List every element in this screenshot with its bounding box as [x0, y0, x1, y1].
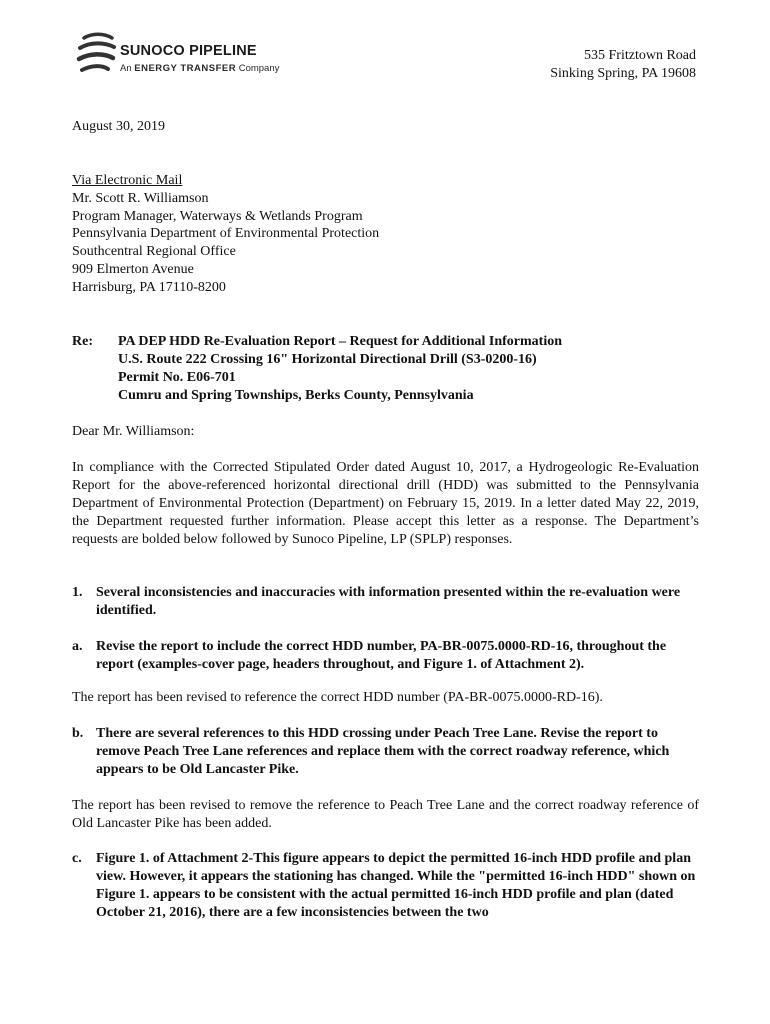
request-item-c — [72, 850, 700, 922]
logo-tagline-prefix: An — [120, 63, 132, 74]
recipient-line: Harrisburg, PA 17110-8200 — [72, 279, 226, 295]
recipient-line: Southcentral Regional Office — [72, 244, 236, 260]
recipient-line: Pennsylvania Department of Environmental Protection — [72, 226, 380, 242]
subject-line: Cumru and Spring Townships, Berks County, Pennsylvania — [118, 388, 474, 403]
subject-line: Permit No. E06-701 — [118, 370, 236, 385]
item-letter: c. — [72, 851, 82, 866]
recipient-line: Mr. Scott R. Williamson — [72, 190, 209, 206]
subject-label: Re: — [72, 334, 93, 349]
logo-company-name: SUNOCO PIPELINE — [120, 43, 257, 59]
item-text: Figure 1. of Attachment 2-This figure appears to depict the permitted 16-inch HDD profile and plan view. However, it appears the stationing has changed. While the "permitted 16-inch HDD" shown on Figure 1. appears to be consistent with the actual permitted 16-inch HDD profile and plan (dated October 21, 2016), there are a few inconsistencies between the two — [96, 851, 696, 920]
response-b: The report has been revised to remove the reference to Peach Tree Lane and the correct roadway reference of Old Lancaster Pike has been added. — [72, 798, 699, 831]
sender-address — [550, 47, 696, 83]
item-letter: a. — [72, 639, 83, 654]
item-text: There are several references to this HDD crossing under Peach Tree Lane. Revise the report to remove Peach Tree Lane references and replace them with the correct roadway reference, which appears to be Old Lancaster Pike. — [96, 726, 670, 777]
recipient-line: Program Manager, Waterways & Wetlands Program — [72, 208, 363, 224]
salutation: Dear Mr. Williamson: — [72, 424, 195, 439]
company-logo — [76, 30, 306, 82]
intro-paragraph: In compliance with the Corrected Stipulated Order dated August 10, 2017, a Hydrogeologic Re-Evaluation Report for the above-referenced horizontal directional drill (HDD) was submitted to the Pennsylvania Department of Environmental Protection (Department) on February 15, 2019. In a letter dated May 22, 2019, the Department requested further information. Please accept this letter as a response. The Department’s requests are bolded below followed by Sunoco Pipeline, LP (SPLP) responses. — [72, 460, 699, 547]
request-item-b — [72, 725, 700, 779]
item-letter: b. — [72, 726, 84, 741]
address-line: Sinking Spring, PA 19608 — [550, 66, 696, 81]
item-number: 1. — [72, 585, 83, 600]
subject-line: PA DEP HDD Re-Evaluation Report – Request for Additional Information — [118, 334, 562, 349]
subject-line: U.S. Route 222 Crossing 16" Horizontal Directional Drill (S3-0200-16) — [118, 352, 537, 367]
logo-tagline — [120, 63, 279, 74]
item-text: Revise the report to include the correct HDD number, PA-BR-0075.0000-RD-16, throughout the report (examples-cover page, headers throughout, and Figure 1. of Attachment 2). — [96, 639, 667, 672]
recipient-line: 909 Elmerton Avenue — [72, 261, 194, 277]
request-item-a — [72, 638, 700, 674]
item-text: Several inconsistencies and inaccuracies with information presented within the re-evaluation were identified. — [96, 585, 681, 618]
sunoco-swoosh-icon — [76, 32, 116, 78]
response-a: The report has been revised to reference the correct HDD number (PA-BR-0075.0000-RD-16). — [72, 690, 603, 705]
address-line: 535 Fritztown Road — [584, 48, 696, 63]
letter-date: August 30, 2019 — [72, 119, 165, 134]
logo-tagline-brand: ENERGY TRANSFER — [134, 63, 237, 74]
recipient-block — [72, 172, 379, 297]
logo-tagline-suffix: Company — [238, 63, 280, 74]
delivery-method: Via Electronic Mail — [72, 173, 183, 188]
request-item-1 — [72, 584, 700, 620]
